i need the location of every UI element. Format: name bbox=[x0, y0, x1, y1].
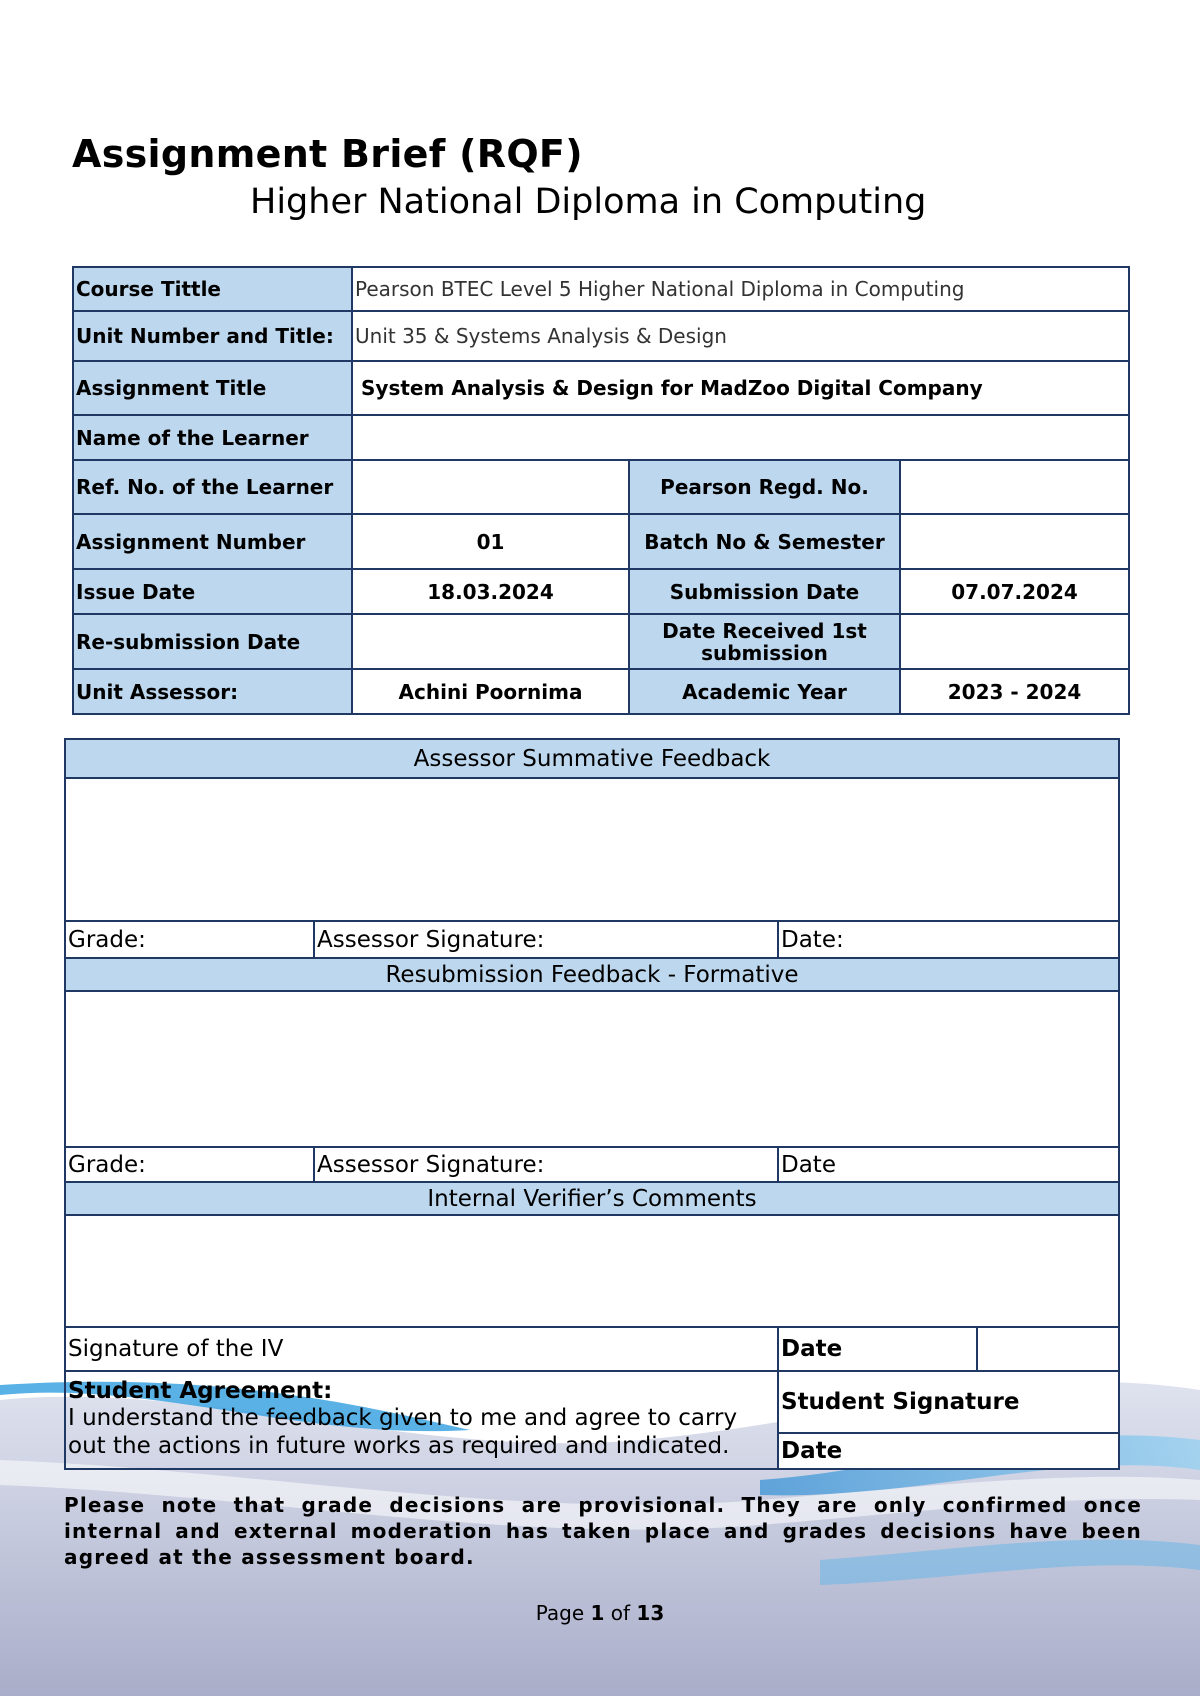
unit-label: Unit Number and Title: bbox=[73, 311, 352, 361]
pearson-regd-label: Pearson Regd. No. bbox=[629, 460, 900, 514]
batch-field[interactable] bbox=[900, 514, 1129, 569]
summative-feedback-box[interactable] bbox=[65, 778, 1119, 921]
assessor-signature-label: Assessor Signature: bbox=[314, 921, 778, 958]
page-of: of bbox=[610, 1601, 631, 1625]
table-row bbox=[73, 514, 1129, 569]
iv-date-field[interactable] bbox=[977, 1327, 1119, 1371]
table-row bbox=[65, 921, 1119, 958]
page-number bbox=[0, 1601, 1200, 1625]
student-agreement-label: Student Agreement: bbox=[68, 1378, 333, 1404]
summative-feedback-header: Assessor Summative Feedback bbox=[65, 739, 1119, 778]
unit-assessor-label: Unit Assessor: bbox=[73, 669, 352, 714]
batch-label: Batch No & Semester bbox=[629, 514, 900, 569]
ref-no-field[interactable] bbox=[352, 460, 629, 514]
provisional-grade-note: Please note that grade decisions are provisional. They are only confirmed once internal and external moderation has taken place and grades decisions have been agreed at the assessment board. bbox=[64, 1493, 1142, 1569]
date-received-field[interactable] bbox=[900, 614, 1129, 669]
pearson-regd-field[interactable] bbox=[900, 460, 1129, 514]
resubmission-date-label: Re-submission Date bbox=[73, 614, 352, 669]
date-label: Date: bbox=[778, 921, 1119, 958]
iv-date-label: Date bbox=[778, 1327, 977, 1371]
table-row bbox=[73, 460, 1129, 514]
table-row bbox=[65, 991, 1119, 1147]
page-total: 13 bbox=[636, 1601, 665, 1625]
grade-label: Grade: bbox=[65, 1147, 314, 1182]
assignment-number-label: Assignment Number bbox=[73, 514, 352, 569]
unit-assessor-value: Achini Poornima bbox=[352, 669, 629, 714]
submission-date-label: Submission Date bbox=[629, 569, 900, 614]
date-received-label: Date Received 1st submission bbox=[629, 614, 900, 669]
table-row bbox=[65, 1182, 1119, 1215]
resubmission-feedback-box[interactable] bbox=[65, 991, 1119, 1147]
assessor-signature-label: Assessor Signature: bbox=[314, 1147, 778, 1182]
resubmission-date-field[interactable] bbox=[352, 614, 629, 669]
assignment-number-value: 01 bbox=[352, 514, 629, 569]
date-label: Date bbox=[778, 1147, 1119, 1182]
table-row bbox=[65, 1147, 1119, 1182]
assignment-title-label: Assignment Title bbox=[73, 361, 352, 415]
table-row bbox=[65, 739, 1119, 778]
learner-name-label: Name of the Learner bbox=[73, 415, 352, 460]
table-row bbox=[73, 267, 1129, 311]
table-row bbox=[73, 669, 1129, 714]
course-title-value: Pearson BTEC Level 5 Higher National Diploma in Computing bbox=[352, 267, 1129, 311]
student-signature-label[interactable]: Student Signature bbox=[778, 1371, 1119, 1433]
table-row bbox=[65, 778, 1119, 921]
student-date-label[interactable]: Date bbox=[778, 1433, 1119, 1469]
feedback-table bbox=[64, 738, 1120, 1470]
submission-date-value: 07.07.2024 bbox=[900, 569, 1129, 614]
page-current: 1 bbox=[590, 1601, 605, 1625]
table-row bbox=[65, 1371, 1119, 1433]
iv-comments-header: Internal Verifier’s Comments bbox=[65, 1182, 1119, 1215]
assignment-info-table bbox=[72, 266, 1130, 715]
unit-value: Unit 35 & Systems Analysis & Design bbox=[352, 311, 1129, 361]
table-row bbox=[73, 415, 1129, 460]
grade-label: Grade: bbox=[65, 921, 314, 958]
student-agreement-text: I understand the feedback given to me and agree to carry out the actions in future works as required and indicated. bbox=[68, 1405, 738, 1459]
issue-date-value: 18.03.2024 bbox=[352, 569, 629, 614]
table-row bbox=[65, 1327, 1119, 1371]
academic-year-label: Academic Year bbox=[629, 669, 900, 714]
academic-year-value: 2023 - 2024 bbox=[900, 669, 1129, 714]
table-row bbox=[73, 614, 1129, 669]
course-title-label: Course Tittle bbox=[73, 267, 352, 311]
iv-comments-box[interactable] bbox=[65, 1215, 1119, 1327]
page-subtitle: Higher National Diploma in Computing bbox=[250, 182, 927, 222]
issue-date-label: Issue Date bbox=[73, 569, 352, 614]
table-row bbox=[73, 361, 1129, 415]
table-row bbox=[73, 311, 1129, 361]
table-row bbox=[65, 1215, 1119, 1327]
table-row bbox=[65, 958, 1119, 991]
student-agreement-cell bbox=[65, 1371, 778, 1469]
learner-name-field[interactable] bbox=[352, 415, 1129, 460]
ref-no-label: Ref. No. of the Learner bbox=[73, 460, 352, 514]
page-prefix: Page bbox=[535, 1601, 585, 1625]
table-row bbox=[73, 569, 1129, 614]
iv-signature-label: Signature of the IV bbox=[65, 1327, 778, 1371]
page-title: Assignment Brief (RQF) bbox=[72, 132, 583, 176]
assignment-title-value: System Analysis & Design for MadZoo Digital Company bbox=[352, 361, 1129, 415]
resubmission-feedback-header: Resubmission Feedback - Formative bbox=[65, 958, 1119, 991]
